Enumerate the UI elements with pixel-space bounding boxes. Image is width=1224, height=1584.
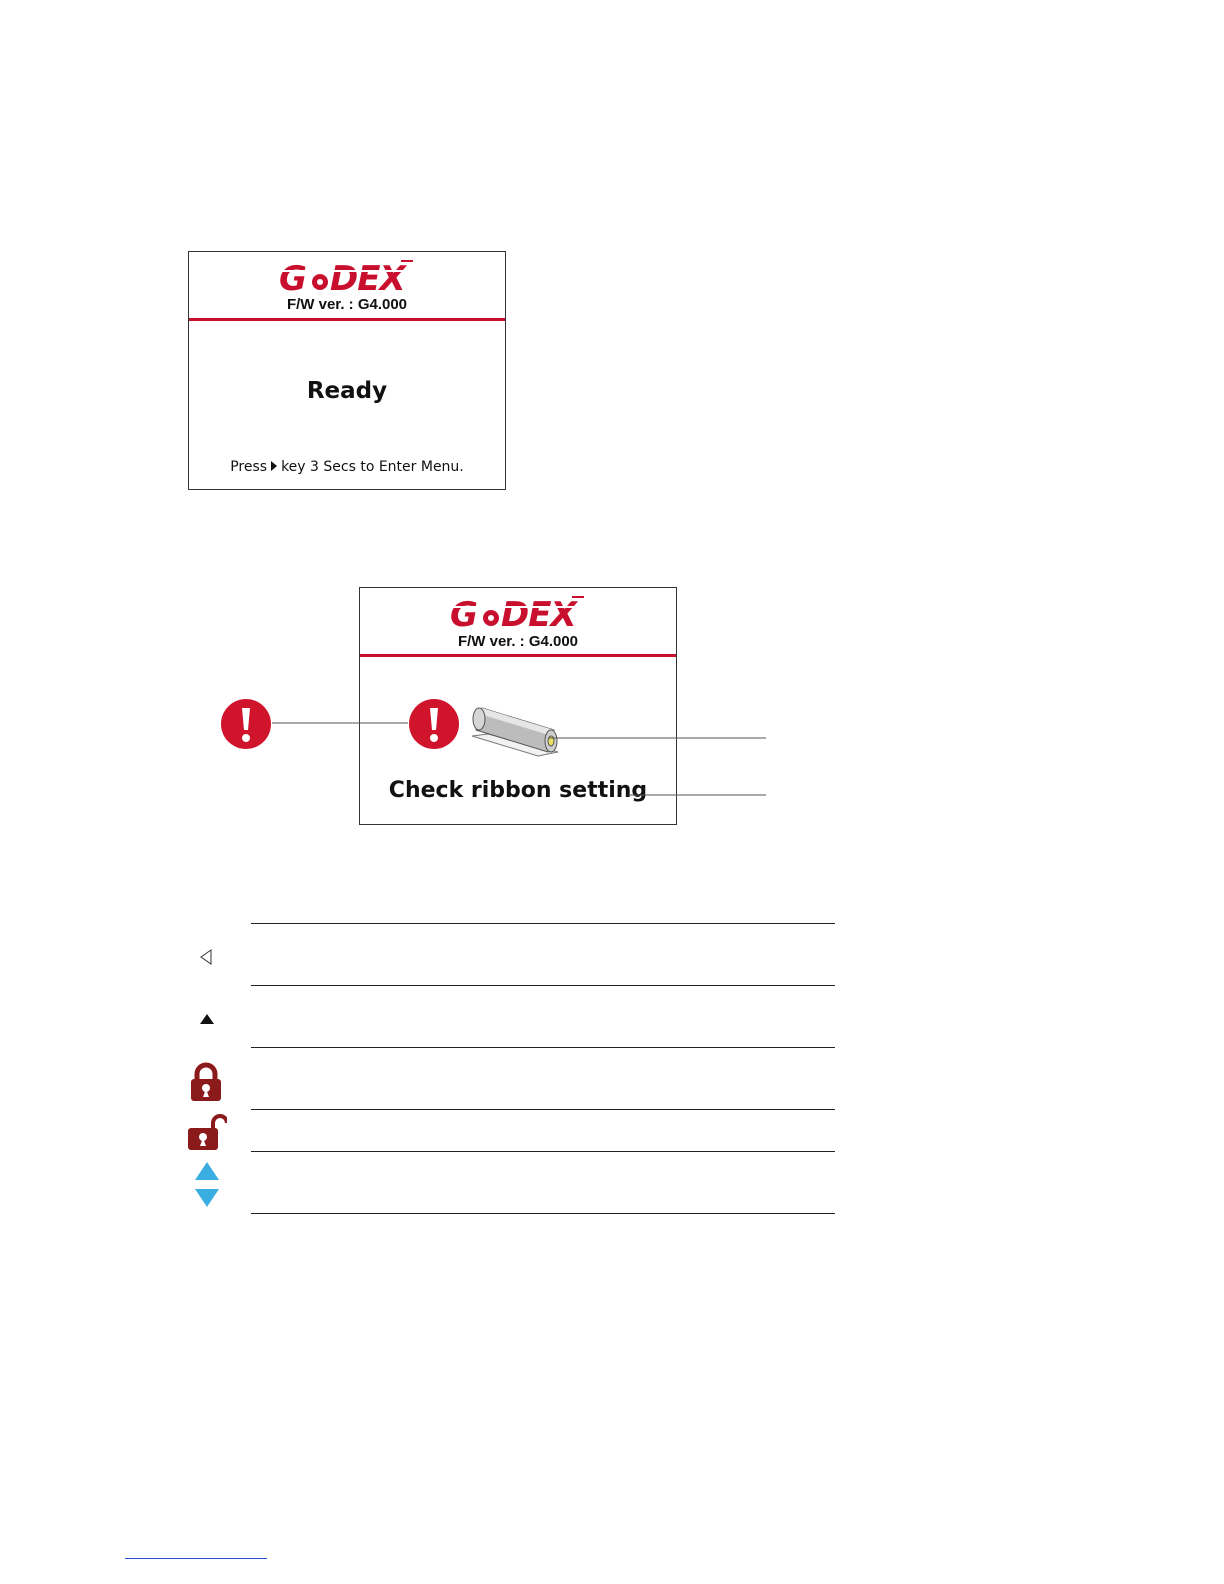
- error-message: Check ribbon setting: [388, 778, 648, 803]
- divider: [360, 654, 676, 657]
- warning-icon: [408, 698, 460, 750]
- svg-text:DEX: DEX: [330, 260, 405, 294]
- menu-hint: [189, 459, 505, 475]
- status-text: Ready: [306, 378, 388, 404]
- table-rule: [251, 1047, 835, 1048]
- firmware-version: F/W ver. : G4.000: [286, 296, 408, 313]
- table-rule: [251, 1109, 835, 1110]
- left-arrow-outline-icon: [199, 949, 213, 965]
- up-arrow-icon: [199, 1013, 215, 1025]
- warning-icon: [220, 698, 272, 750]
- ready-screen: [188, 251, 506, 490]
- right-triangle-icon: [271, 461, 277, 471]
- lock-icon: [189, 1062, 223, 1102]
- table-rule: [251, 1151, 835, 1152]
- hint-rest: key 3 Secs to Enter Menu.: [281, 459, 464, 475]
- ribbon-roll-icon: [468, 700, 578, 762]
- svg-text:G: G: [279, 260, 306, 294]
- footer-link-underline: [125, 1558, 267, 1559]
- godex-logo: [448, 596, 588, 630]
- hint-press: Press: [230, 459, 268, 475]
- svg-text:DEX: DEX: [501, 596, 576, 630]
- unlock-icon: [187, 1114, 227, 1152]
- firmware-version: F/W ver. : G4.000: [457, 633, 579, 650]
- svg-text:G: G: [450, 596, 477, 630]
- up-down-arrows-icon: [193, 1161, 221, 1209]
- table-rule: [251, 1213, 835, 1214]
- table-rule: [251, 985, 835, 986]
- error-screen: [359, 587, 677, 825]
- godex-logo: [277, 260, 417, 294]
- table-rule: [251, 923, 835, 924]
- divider: [189, 318, 505, 321]
